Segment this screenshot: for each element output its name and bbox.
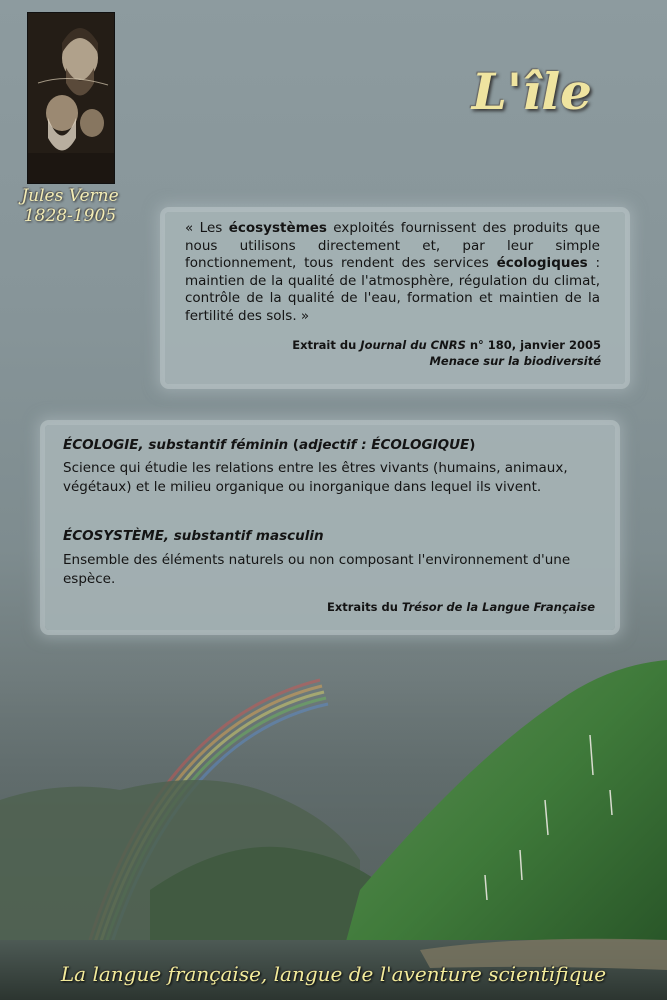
quote-bold-ecosystemes: écosystèmes	[228, 220, 327, 236]
definitions-source-work: Trésor de la Langue Française	[401, 600, 595, 614]
quote-bold-ecologiques: écologiques	[496, 255, 588, 271]
definition-heading-ecosysteme: ÉCOSYSTÈME, substantif masculin	[63, 528, 324, 544]
definition-paren-close: )	[469, 437, 476, 453]
page-title: L'île	[471, 62, 592, 121]
definition-heading-ecologie	[63, 437, 475, 453]
quote-open: « Les	[185, 220, 229, 236]
definition-body-ecologie: Science qui étudie les relations entre les êtres vivants (humains, animaux, végétaux) et le milieu organique ou inorganique dans lequel ils vivent.	[63, 460, 568, 495]
footer-tagline: La langue française, langue de l'aventure scientifique	[60, 962, 607, 986]
quote-text	[185, 220, 600, 325]
quote-source-journal: Journal du CNRS	[360, 338, 466, 352]
author-portrait	[27, 12, 115, 184]
quote-source	[292, 338, 601, 352]
quote-source-suffix: n° 180, janvier 2005	[465, 338, 601, 352]
landscape-illustration	[0, 640, 667, 1000]
quote-middle: exploités fournissent des produits que nous utilisons directement et, par leur simple fonctionnement, tous rendent des services	[185, 220, 601, 271]
definition-body-ecosysteme: Ensemble des éléments naturels ou non composant l'environnement d'une espèce.	[63, 552, 571, 587]
author-name: Jules Verne	[21, 186, 119, 206]
quote-source-prefix: Extrait du	[292, 338, 361, 352]
definition-term: ÉCOLOGIE, substantif féminin	[63, 437, 289, 453]
definitions-source-prefix: Extraits du	[326, 600, 402, 614]
quote-source-article: Menace sur la biodiversité	[429, 354, 601, 368]
definitions-source	[327, 600, 595, 614]
definition-paren-open: (	[288, 437, 299, 453]
definition-adjective: adjectif : ÉCOLOGIQUE	[298, 437, 470, 453]
quote-card	[165, 212, 625, 384]
quote-close: : maintien de la qualité de l'atmosphère, régulation du climat, contrôle de la qualité de l'eau, formation et maintien de la fertilité des sols. »	[185, 255, 600, 324]
author-dates: 1828-1905	[23, 206, 117, 226]
definitions-card	[45, 425, 615, 630]
portrait-image	[28, 13, 114, 183]
